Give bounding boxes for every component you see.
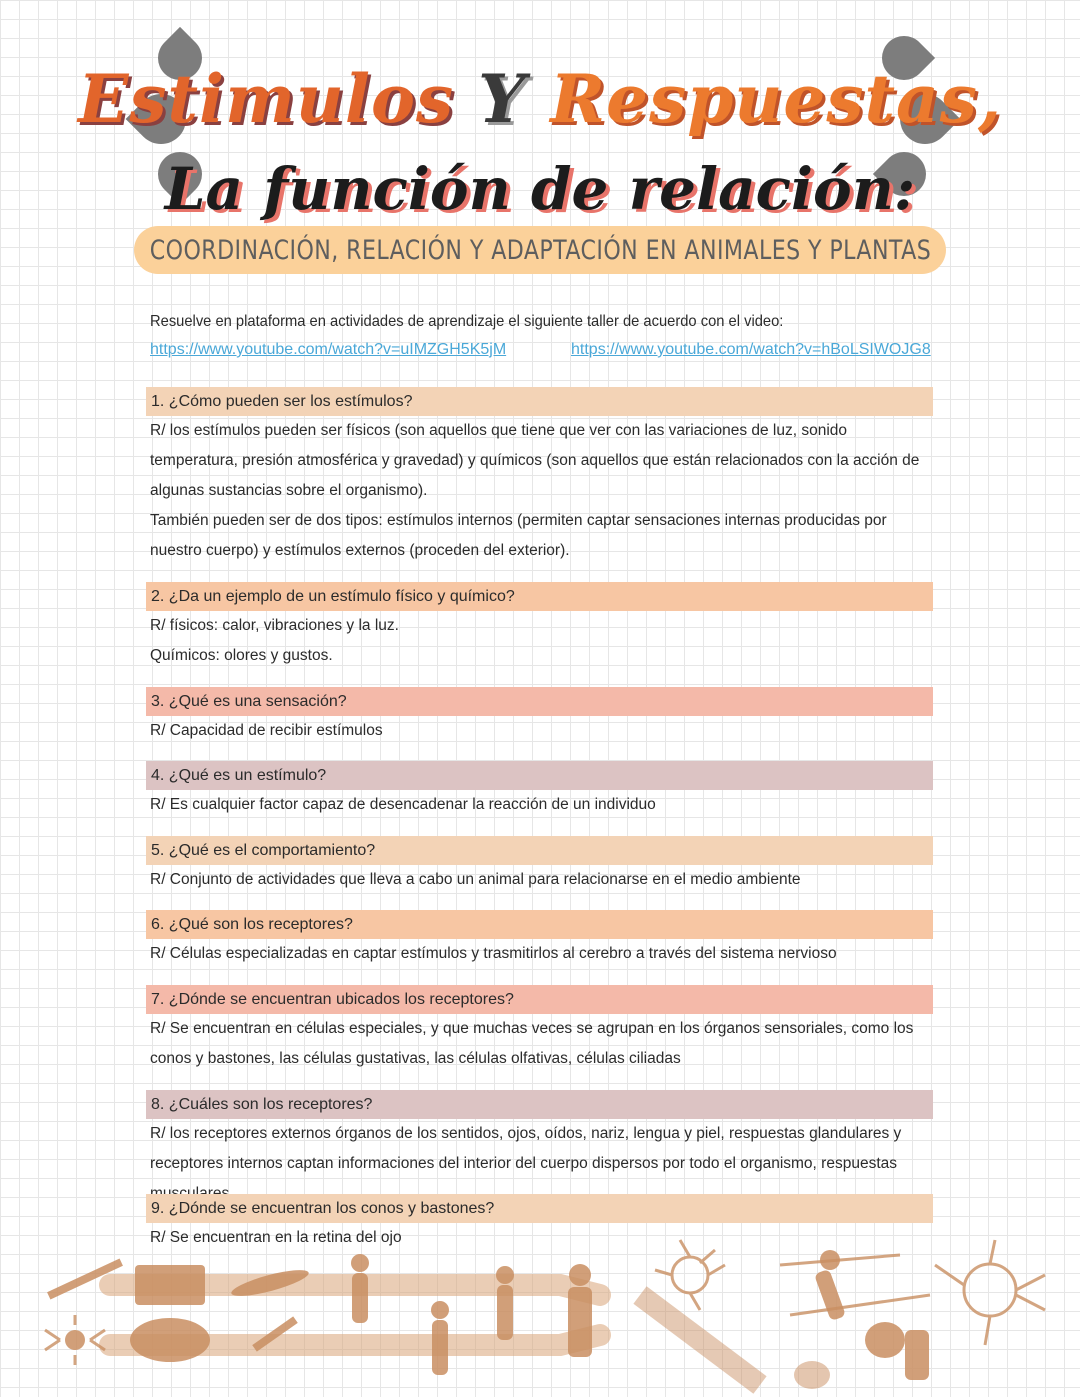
subtitle-text: COORDINACIÓN, RELACIÓN Y ADAPTACIÓN EN ANIMALES Y PLANTAS xyxy=(149,234,931,266)
qa-item-4 xyxy=(146,761,933,820)
intro-text: Resuelve en plataforma en actividades de aprendizaje el siguiente taller de acuerdo con el video: xyxy=(150,313,784,330)
answer-9: R/ Se encuentran en la retina del ojo xyxy=(150,1229,402,1246)
qa-item-7 xyxy=(146,985,933,1074)
question-7: 7. ¿Dónde se encuentran ubicados los receptores? xyxy=(146,985,933,1014)
page-title xyxy=(0,60,1080,138)
page-subtitle-script: La función de relación: xyxy=(164,155,916,223)
answer-2-cont: Químicos: olores y gustos. xyxy=(150,647,333,664)
title-word-y: Y xyxy=(478,60,527,138)
subtitle-banner xyxy=(134,226,946,274)
answer-6: R/ Células especializadas en captar estímulos y trasmitirlos al cerebro a través del sistema nervioso xyxy=(150,945,837,962)
video-link-2[interactable]: https://www.youtube.com/watch?v=hBoLSIWOJG8 xyxy=(571,341,931,358)
biology-illustration-footer xyxy=(0,1235,1080,1397)
title-word-estimulos: Estimulos xyxy=(78,60,455,138)
answer-5: R/ Conjunto de actividades que lleva a cabo un animal para relacionarse en el medio ambiente xyxy=(150,871,801,888)
header xyxy=(0,0,1080,290)
qa-item-2 xyxy=(146,582,933,671)
video-link-1[interactable]: https://www.youtube.com/watch?v=uIMZGH5K5jM xyxy=(150,341,507,358)
answer-4: R/ Es cualquier factor capaz de desencadenar la reacción de un individuo xyxy=(150,796,656,813)
answer-8: R/ los receptores externos órganos de los sentidos, ojos, oídos, nariz, lengua y piel, respuestas glandulares y receptores internos captan informaciones del interior del cuerpo dispersos por todo el organismo, respuestas xyxy=(150,1125,902,1172)
answer-7: R/ Se encuentran en células especiales, y que muchas veces se agrupan en los órganos sensoriales, como los conos y bastones, las células gustativas, las células olfativas, células ciliadas xyxy=(150,1020,914,1067)
qa-item-8 xyxy=(146,1090,933,1209)
answer-2: R/ físicos: calor, vibraciones y la luz. xyxy=(150,617,399,634)
question-8: 8. ¿Cuáles son los receptores? xyxy=(146,1090,933,1119)
question-3: 3. ¿Qué es una sensación? xyxy=(146,687,933,716)
qa-item-3 xyxy=(146,687,933,746)
question-2: 2. ¿Da un ejemplo de un estímulo físico y químico? xyxy=(146,582,933,611)
question-5: 5. ¿Qué es el comportamiento? xyxy=(146,836,933,865)
question-9: 9. ¿Dónde se encuentran los conos y bastones? xyxy=(146,1194,933,1223)
answer-1-cont: También pueden ser de dos tipos: estímulos internos (permiten captar sensaciones internas producidas por nuestro cuerpo) y estímulos externos (proceden del exterior). xyxy=(150,512,887,559)
answer-3: R/ Capacidad de recibir estímulos xyxy=(150,722,383,739)
intro-section xyxy=(150,313,931,358)
question-4: 4. ¿Qué es un estímulo? xyxy=(146,761,933,790)
qa-item-6 xyxy=(146,910,933,969)
qa-item-1 xyxy=(146,387,933,566)
question-6: 6. ¿Qué son los receptores? xyxy=(146,910,933,939)
title-word-respuestas: Respuestas, xyxy=(550,60,1002,138)
qa-item-5 xyxy=(146,836,933,895)
question-1: 1. ¿Cómo pueden ser los estímulos? xyxy=(146,387,933,416)
answer-1: R/ los estímulos pueden ser físicos (son aquellos que tiene que ver con las variaciones de luz, sonido temperatura, presión atmosférica y gravedad) y químicos (son aquellos que están relacionados con la acción de algunas sustancias sobre el organismo). xyxy=(150,422,920,499)
